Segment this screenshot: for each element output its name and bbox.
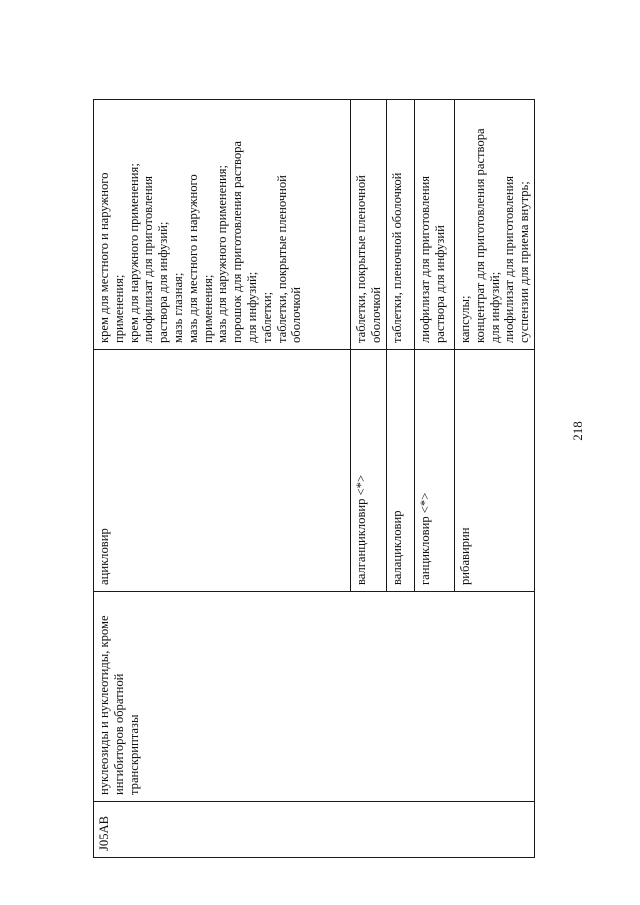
table-row: [94, 100, 351, 858]
dosage-form-line: применения;: [200, 274, 215, 343]
atc-code-cell: [94, 802, 535, 858]
dosage-form-line: оболочкой: [289, 287, 304, 343]
dosage-form-line: крем для наружного применения;: [126, 163, 141, 343]
group-name-line: нуклеозиды и нуклеотиды, кроме: [97, 615, 111, 795]
dosage-form-line: оболочкой: [368, 287, 383, 343]
drug-name-cell: [455, 350, 535, 592]
dosage-forms-cell: [455, 100, 535, 350]
dosage-form-line: таблетки, пленочной оболочкой: [390, 172, 404, 343]
drug-name: валганцикловир <*>: [354, 474, 368, 585]
dosage-form-line: таблетки;: [259, 291, 274, 343]
dosage-form-line: для инфузий;: [244, 271, 259, 343]
dosage-form-line: лиофилизат для приготовления: [418, 175, 432, 343]
dosage-form-line: раствора для инфузий: [432, 225, 447, 343]
drug-name: валацикловир: [390, 510, 404, 585]
drug-name-cell: [387, 350, 415, 592]
dosage-forms-cell: [351, 100, 387, 350]
dosage-form-line: крем для местного и наружного: [97, 172, 111, 343]
drug-name: ганцикловир <*>: [418, 492, 432, 585]
drug-name-cell: [415, 350, 455, 592]
drug-name: рибавирин: [458, 527, 472, 585]
atc-code: J05AB: [97, 816, 111, 851]
page-number: 218: [570, 421, 585, 441]
dosage-forms-cell: [415, 100, 455, 350]
dosage-form-line: лиофилизат для приготовления: [502, 175, 517, 343]
group-name-line: транскриптазы: [126, 714, 141, 795]
drug-name: ацикловир: [97, 528, 111, 585]
dosage-form-line: порошок для приготовления раствора: [230, 140, 245, 343]
drug-name-cell: [94, 350, 351, 592]
dosage-form-line: применения;: [111, 274, 126, 343]
dosage-form-line: таблетки, покрытые пленочной: [274, 175, 289, 343]
dosage-form-line: для инфузий;: [487, 271, 502, 343]
dosage-form-line: капсулы;: [458, 295, 472, 343]
drug-name-cell: [351, 350, 387, 592]
dosage-form-line: раствора для инфузий;: [156, 221, 171, 343]
dosage-form-line: таблетки, покрытые пленочной: [354, 175, 368, 343]
rotated-page-content: [93, 100, 532, 858]
dosage-form-line: мазь для местного и наружного: [185, 174, 200, 343]
drug-table: [93, 99, 535, 858]
dosage-form-line: суспензии для приема внутрь;: [517, 181, 532, 343]
dosage-forms-cell: [94, 100, 351, 350]
dosage-form-line: мазь глазная;: [170, 272, 185, 343]
dosage-form-line: лиофилизат для приготовления: [141, 175, 156, 343]
dosage-form-line: мазь для наружного применения;: [215, 164, 230, 343]
dosage-form-line: концентрат для приготовления раствора: [472, 128, 487, 343]
group-name-cell: [94, 592, 535, 802]
group-name-line: ингибиторов обратной: [111, 673, 126, 795]
dosage-forms-cell: [387, 100, 415, 350]
